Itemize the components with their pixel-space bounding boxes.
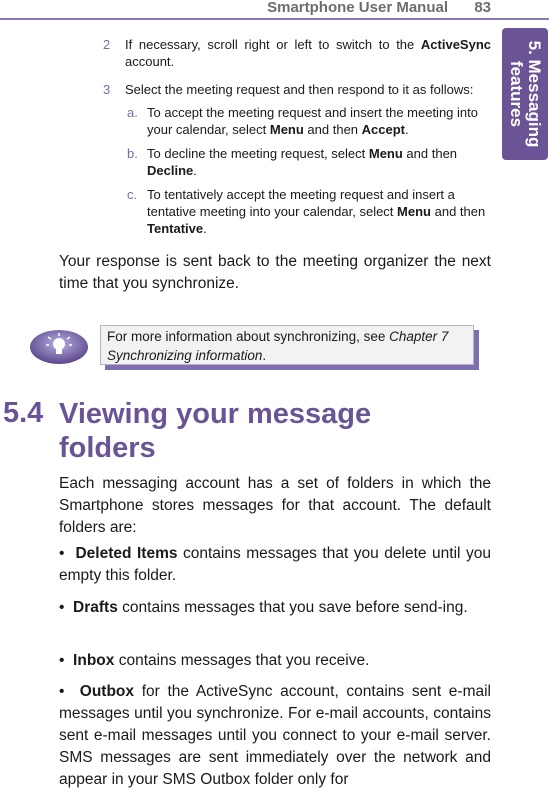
sub-step-c: c. To tentatively accept the meeting request and insert a tentative meeting into your calendar, select Menu and then Tentative.	[127, 187, 486, 236]
section-number: 5.4	[3, 397, 44, 429]
intro-paragraph: Each messaging account has a set of folders in which the Smartphone stores messages for that account. The default folders are:	[59, 475, 491, 536]
section-title: Viewing your message folders	[59, 398, 372, 464]
chapter-tab	[502, 28, 548, 160]
bullet-inbox: • Inbox contains messages that you receive.	[59, 652, 370, 669]
step-number: 3	[103, 82, 111, 97]
sub-step-b: b. To decline the meeting request, select Menu and then Decline.	[127, 146, 458, 178]
step-number: 2	[103, 37, 111, 52]
step-2: 2 If necessary, scroll right or left to switch to the ActiveSync account.	[103, 37, 491, 69]
response-paragraph: Your response is sent back to the meeting organizer the next time that you synchronize.	[59, 253, 491, 292]
manual-title: Smartphone User Manual	[267, 0, 448, 16]
header-rule	[0, 18, 549, 20]
tip-note: For more information about synchronizing, see Chapter 7 Synchronizing information.	[100, 325, 474, 365]
bullet-outbox: • Outbox for the ActiveSync account, contains sent e-mail messages until you synchronize. For e-mail accounts, contains sent e-mail messages until you connect to your e-mail server. SMS messages are sent immediately over the network and appear in your SMS Outbox folder only for	[59, 683, 491, 788]
bullet-drafts: • Drafts contains messages that you save before send-ing.	[59, 599, 468, 616]
page-header	[0, 0, 549, 20]
sub-steps	[125, 104, 491, 237]
step-3: 3 Select the meeting request and then respond to it as follows: a. To accept the meeting request and insert the meeting into your calendar, select Menu and then Accept. b. To decline the meeting request, select Menu and then Decline. c. To tentatively accept the meeting request and insert a tentative meeting into your calendar, select Menu and then Tentative.	[103, 81, 491, 237]
steps-list	[103, 36, 491, 248]
sub-step-a: a. To accept the meeting request and insert the meeting into your calendar, select Menu and then Accept.	[127, 105, 478, 137]
chapter-tab-label: 5. Messaging features	[507, 40, 544, 148]
lightbulb-icon	[28, 327, 90, 367]
bullet-deleted-items: • Deleted Items contains messages that you delete until you empty this folder.	[59, 545, 491, 584]
page-number: 83	[474, 0, 491, 16]
